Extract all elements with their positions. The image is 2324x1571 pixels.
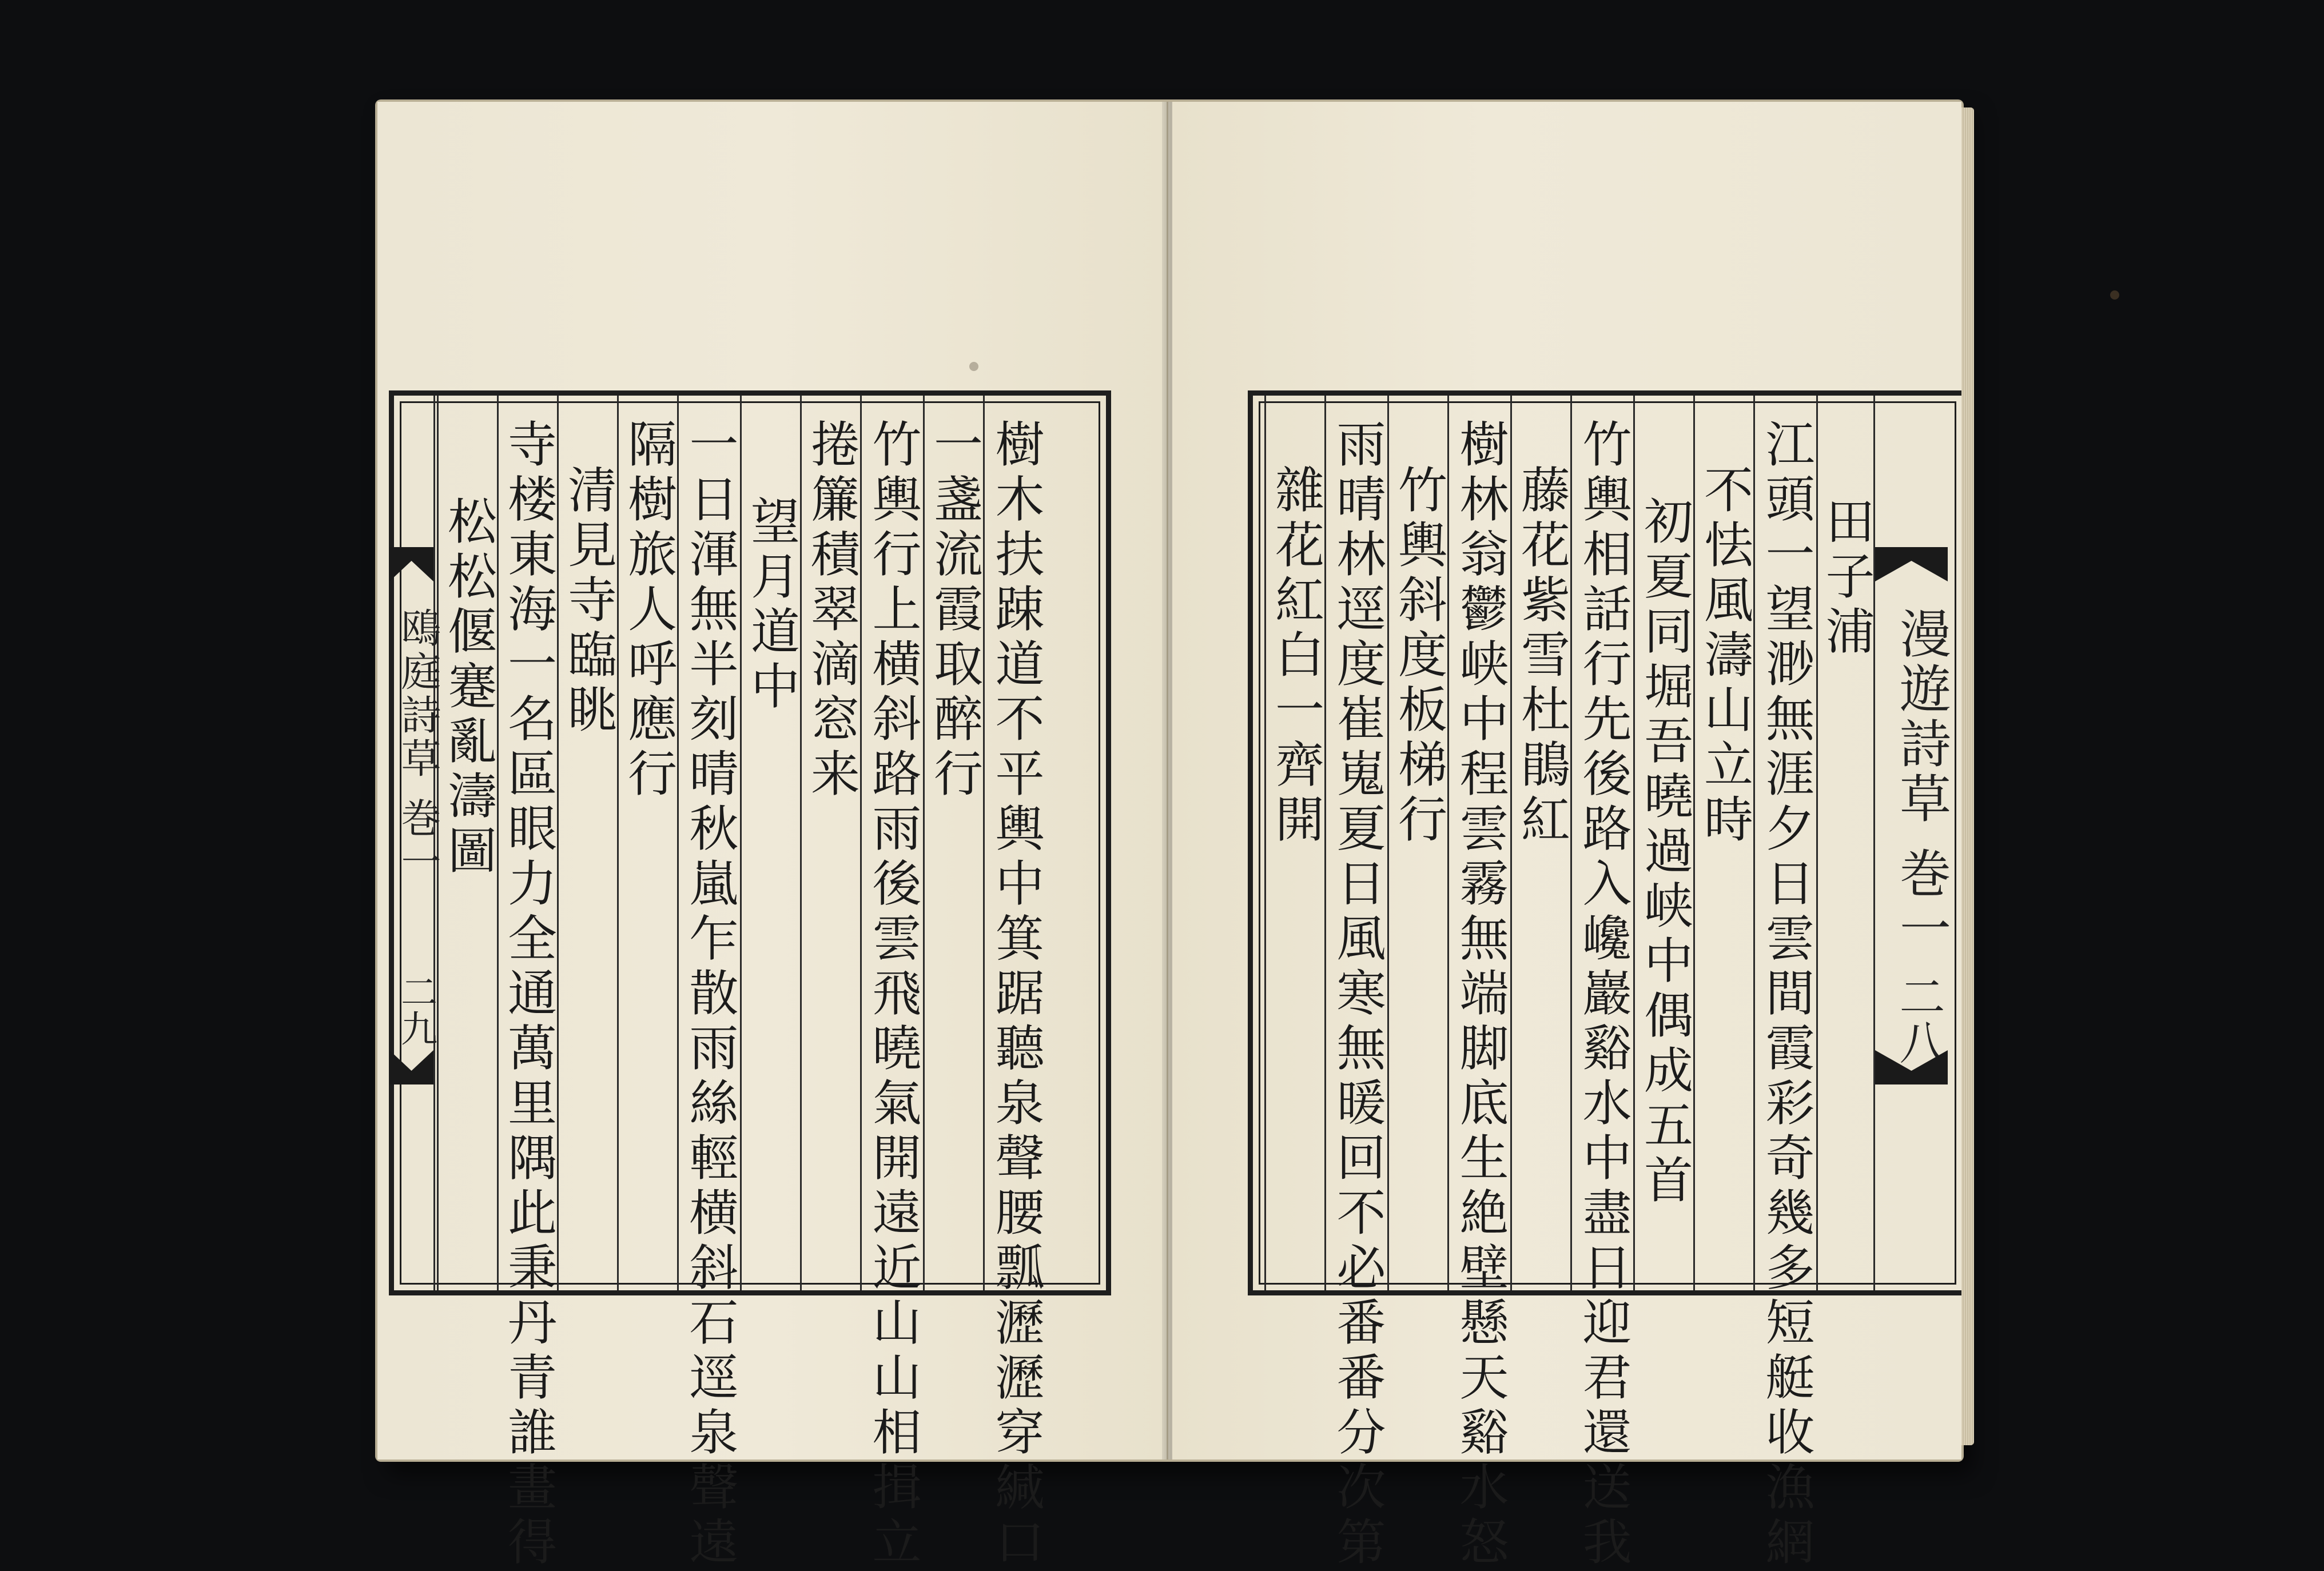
column-text: 雜花紅白一齊開 bbox=[1267, 464, 1324, 848]
text-column bbox=[1324, 396, 1387, 1571]
column-text: 田子浦 bbox=[1817, 496, 1875, 660]
left-page-frame bbox=[389, 390, 1111, 1571]
text-column bbox=[1387, 396, 1447, 1290]
hanshin-page-number: 二八 bbox=[1892, 973, 1945, 1064]
text-column bbox=[1264, 396, 1324, 1290]
right-page-frame bbox=[1248, 390, 1967, 1571]
text-column bbox=[617, 396, 677, 1290]
text-column bbox=[740, 396, 800, 1290]
right-page bbox=[1172, 102, 1961, 1571]
column-text: 竹輿斜度板梯行 bbox=[1390, 464, 1447, 848]
left-page bbox=[377, 102, 1168, 1571]
hanshin-column bbox=[389, 396, 441, 1290]
text-column bbox=[1816, 396, 1873, 1290]
column-text: 雨晴林逕度崔嵬夏日風寒無暖回不必番番分次第 bbox=[1328, 418, 1386, 1571]
open-book bbox=[377, 102, 1961, 1571]
column-text: 一日渾無半刻晴秋嵐乍散雨絲輕横斜石逕泉聲遠 bbox=[681, 418, 738, 1571]
column-text: 初夏同堀吾曉過峡中偶成五首 bbox=[1635, 496, 1693, 1209]
text-column bbox=[1693, 396, 1753, 1290]
column-text: 江頭一望渺無涯夕日雲間霞彩奇幾多短艇收漁網 bbox=[1757, 418, 1814, 1571]
column-text: 樹林翁鬱峡中程雲霧無端脚底生絶壁懸天谿水怒 bbox=[1451, 418, 1509, 1571]
column-text: 松松偃蹇亂濤圖 bbox=[439, 496, 496, 880]
column-text: 清見寺臨眺 bbox=[559, 464, 616, 739]
text-column bbox=[557, 396, 617, 1290]
hanshin-column bbox=[1873, 396, 1951, 1290]
text-column bbox=[1510, 396, 1570, 1290]
text-column bbox=[983, 396, 1046, 1571]
column-text: 寺楼東海一名區眼力全通萬里隅此秉丹青誰畫得 bbox=[499, 418, 556, 1571]
text-column bbox=[1570, 396, 1633, 1571]
hanshin-page-number: 二九 bbox=[395, 973, 437, 1046]
text-column bbox=[1753, 396, 1816, 1571]
text-column bbox=[800, 396, 860, 1290]
text-column bbox=[860, 396, 923, 1571]
fishtail-top-icon bbox=[389, 547, 433, 581]
column-text: 捲簾積翠滴窓来 bbox=[802, 418, 859, 803]
column-text: 不怯風濤山立時 bbox=[1696, 464, 1753, 848]
text-column bbox=[677, 396, 740, 1571]
hanshin-title: 漫遊詩草 巻一 bbox=[1891, 607, 1951, 956]
fishtail-bottom-icon bbox=[389, 1050, 433, 1084]
text-column bbox=[1633, 396, 1693, 1290]
column-text: 隔樹旅人呼應行 bbox=[619, 418, 676, 803]
column-text: 樹木扶踈道不平輿中箕踞聽泉聲腰瓢瀝瀝穿緘口 bbox=[986, 418, 1044, 1571]
column-text: 藤花紫雪杜鵑紅 bbox=[1513, 464, 1570, 848]
text-column bbox=[497, 396, 557, 1571]
column-text: 竹輿行上横斜路雨後雲飛曉氣開遠近山山相揖立 bbox=[863, 418, 921, 1571]
fishtail-top-icon bbox=[1875, 547, 1948, 581]
hanshin-title: 鴎庭詩草 巻一 bbox=[395, 607, 441, 884]
paper-stain bbox=[969, 362, 978, 371]
text-column bbox=[1447, 396, 1510, 1571]
paper-stain bbox=[2110, 290, 2119, 300]
text-column bbox=[923, 396, 983, 1290]
page-edge bbox=[1961, 107, 1974, 1445]
column-text: 竹輿相話行先後路入巉巖谿水中盡日迎君還送我 bbox=[1574, 418, 1631, 1571]
column-text: 望月道中 bbox=[742, 496, 799, 715]
column-text: 一盞流霞取醉行 bbox=[925, 418, 982, 803]
